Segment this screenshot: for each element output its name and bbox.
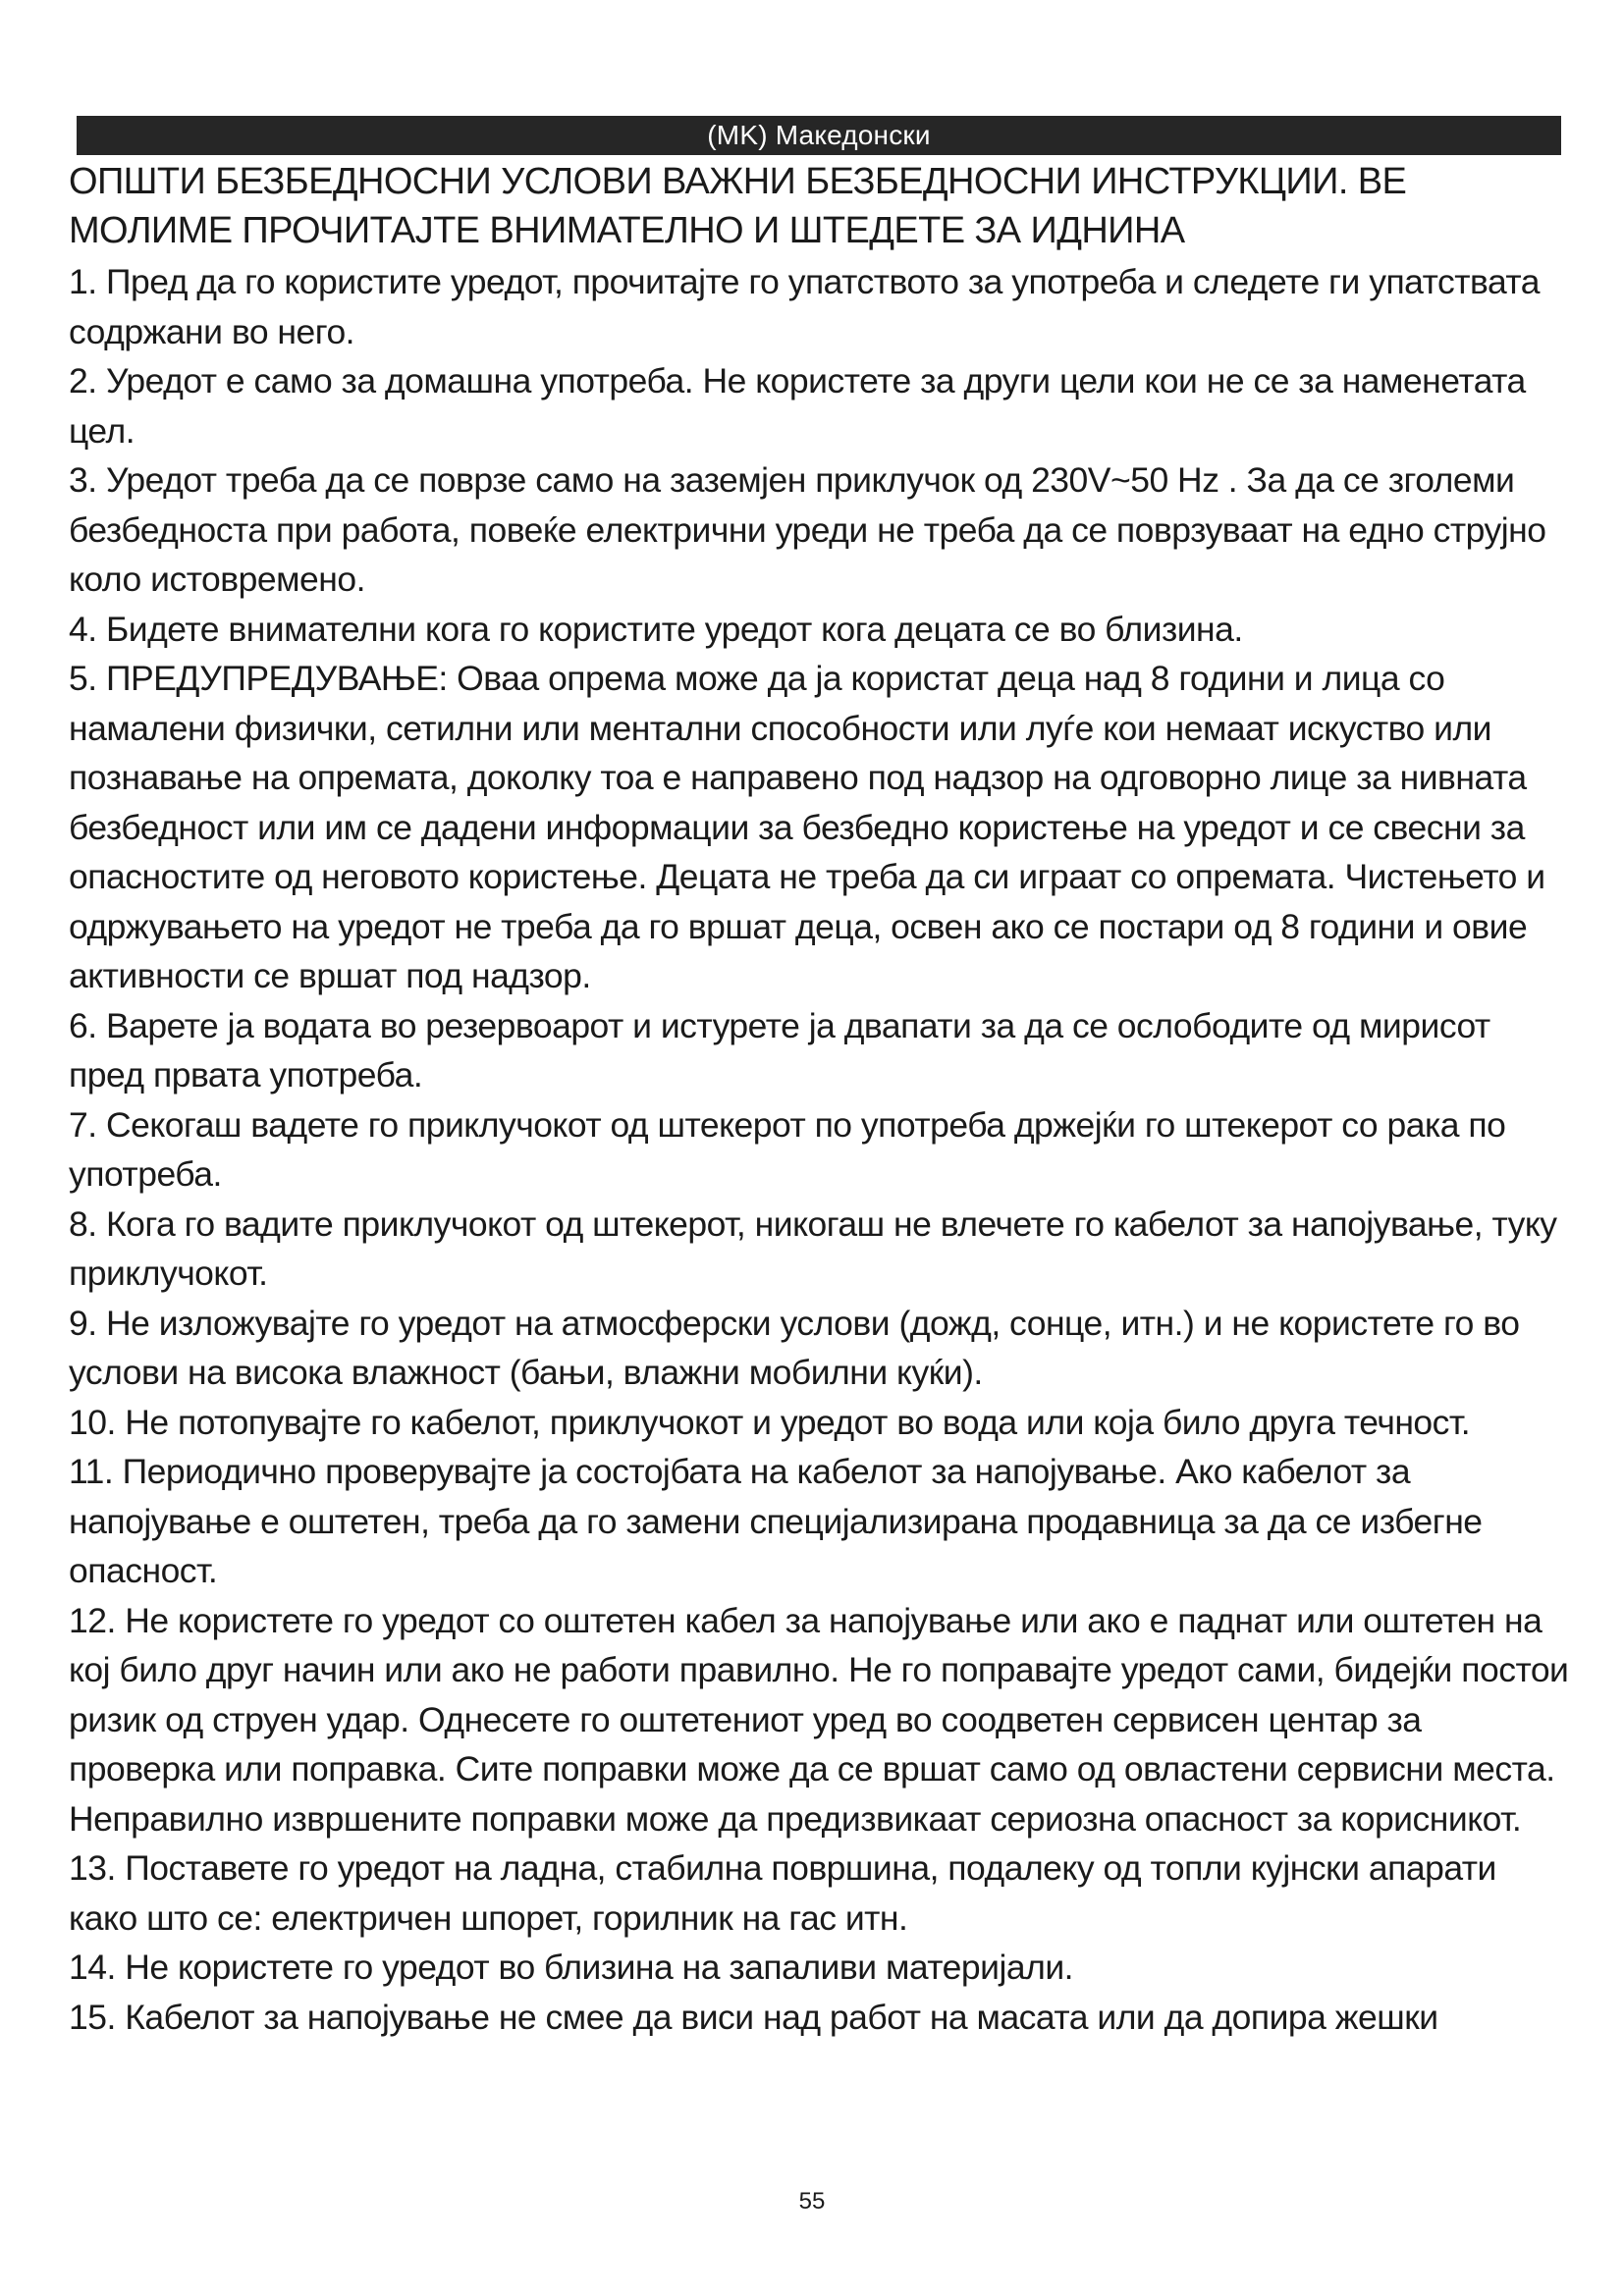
instruction-item: 14. Не користете го уредот во близина на запаливи материјали. (69, 1948, 1074, 1987)
instruction-item: 9. Не изложувајте го уредот на атмосферски услови (дожд, сонце, итн.) и не користете го во услови на висока влажност (бањи, влажни мобилни куќи). (69, 1303, 1520, 1392)
instruction-item: 5. ПРЕДУПРЕДУВАЊЕ: Оваа опрема може да ја користат деца над 8 години и лица со намалени физички, сетилни или ментални способности или луѓе кои немаат искуство или познавање на опремата, доколку тоа е направено под надзор на одговорно лице за нивната безбедност или им се дадени информации за безбедно користење на уредот и се свесни за опасностите од неговото користење. Децата не треба да си играат со опремата. Чистењето и одржувањето на уредот не треба да го вршат деца, освен ако се постари од 8 години и овие активности се вршат под надзор. (69, 659, 1545, 995)
instruction-item: 7. Секогаш вадете го приклучокот од штекерот по употреба држејќи го штекерот со рака по употреба. (69, 1104, 1506, 1194)
instruction-item: 3. Уредот треба да се поврзе само на заземјен приклучок од 230V~50 Hz . За да се зголеми безбедноста при работа, повеќе електрични уреди не треба да се поврзуваат на едно струјно коло истовремено. (69, 460, 1546, 599)
instruction-item: 2. Уредот е само за домашна употреба. Не користете за други цели кои не се за наменетата цел. (69, 361, 1526, 451)
instruction-item: 11. Периодично проверувајте ја состојбата на кабелот за напојување. Ако кабелот за напојување е оштетен, треба да го замени специјализирана продавница за да се избегне опасност. (69, 1452, 1483, 1590)
instruction-item: 13. Поставете го уредот на ладна, стабилна површина, подалеку од топли кујнски апарати како што се: електричен шпорет, горилник на гас итн. (69, 1848, 1496, 1938)
instruction-item: 15. Кабелот за напојување не смее да виси над работ на масата или да допира жешки (69, 1997, 1438, 2037)
instruction-item: 1. Пред да го користите уредот, прочитајте го упатството за употреба и следете ги упатствата содржани во него. (69, 262, 1541, 351)
instruction-item: 12. Не користете го уредот со оштетен кабел за напојување или ако е паднат или оштетен на кој било друг начин или ако не работи правилно. Не го поправајте уредот сами, бидејќи постои ризик од струен удар. Однесете го оштетениот уред во соодветен сервисен центар за проверка или поправка. Сите поправки може да се вршат само од овластени сервисни места. Неправилно извршените поправки може да предизвикаат сериозна опасност за корисникот. (69, 1600, 1569, 1839)
section-title: ОПШТИ БЕЗБЕДНОСНИ УСЛОВИ ВАЖНИ БЕЗБЕДНОСНИ ИНСТРУКЦИИ. ВЕ МОЛИМЕ ПРОЧИТАЈТЕ ВНИМАТЕЛНО И ШТЕДЕТЕ ЗА ИДНИНА (69, 161, 1407, 251)
language-label: (MK) Македонски (707, 120, 931, 150)
instruction-item: 6. Варете ја водата во резервоарот и истурете ја двапати за да се ослободите од мирисот пред првата употреба. (69, 1005, 1490, 1095)
instruction-item: 10. Не потопувајте го кабелот, приклучокот и уредот во вода или која било друга течност. (69, 1402, 1471, 1442)
instruction-item: 4. Бидете внимателни кога го користите уредот кога децата се во близина. (69, 609, 1243, 649)
page-number: 55 (798, 2188, 826, 2215)
instruction-item: 8. Кога го вадите приклучокот од штекерот, никогаш не влечете го кабелот за напојување, туку приклучокот. (69, 1203, 1557, 1293)
safety-instructions-list (69, 257, 1571, 2042)
language-header-bar (77, 116, 1561, 155)
